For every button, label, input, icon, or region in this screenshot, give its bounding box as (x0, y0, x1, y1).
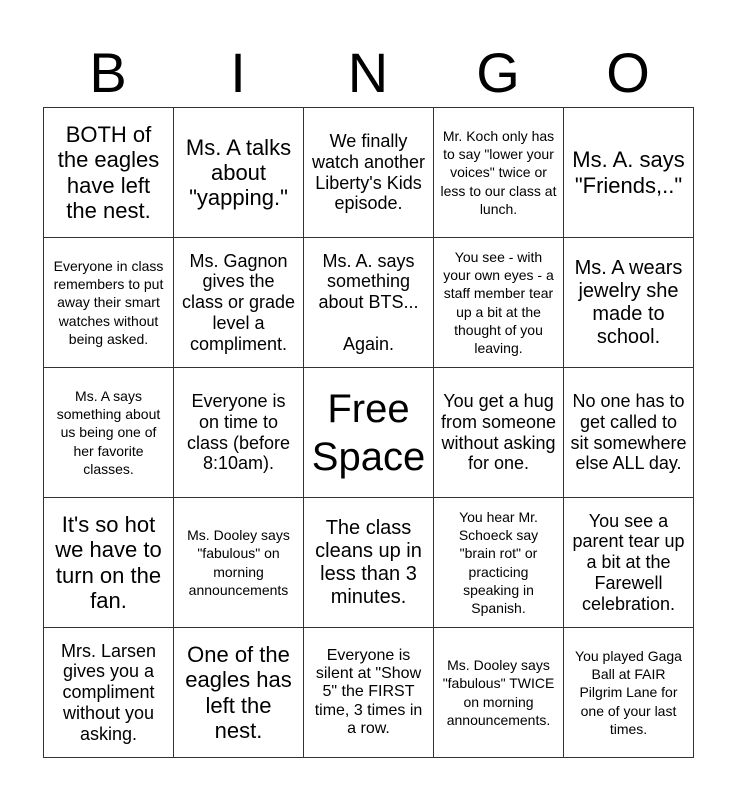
bingo-cell-g2: You see - with your own eyes - a staff member tear up a bit at the thought of you leaving. (434, 238, 564, 368)
bingo-header (43, 38, 693, 108)
header-letter-i: I (230, 41, 246, 104)
bingo-cell-g5: Ms. Dooley says "fabulous" TWICE on morning announcements. (434, 628, 564, 758)
bingo-cell-i5: One of the eagles has left the nest. (174, 628, 304, 758)
bingo-cell-b1: BOTH of the eagles have left the nest. (44, 108, 174, 238)
bingo-cell-n1: We finally watch another Liberty's Kids episode. (304, 108, 434, 238)
header-letter-n: N (347, 41, 389, 104)
header-letter-o: O (606, 41, 650, 104)
free-space-cell: Free Space (304, 368, 434, 498)
bingo-cell-g1: Mr. Koch only has to say "lower your voices" twice or less to our class at lunch. (434, 108, 564, 238)
bingo-cell-g3: You get a hug from someone without asking for one. (434, 368, 564, 498)
bingo-cell-i2: Ms. Gagnon gives the class or grade level a compliment. (174, 238, 304, 368)
bingo-cell-n5: Everyone is silent at "Show 5" the FIRST time, 3 times in a row. (304, 628, 434, 758)
header-letter-b: B (89, 41, 127, 104)
bingo-cell-o2: Ms. A wears jewelry she made to school. (564, 238, 694, 368)
bingo-cell-o3: No one has to get called to sit somewhere else ALL day. (564, 368, 694, 498)
bingo-cell-o5: You played Gaga Ball at FAIR Pilgrim Lane for one of your last times. (564, 628, 694, 758)
bingo-cell-b4: It's so hot we have to turn on the fan. (44, 498, 174, 628)
bingo-cell-n2: Ms. A. says something about BTS... Again. (304, 238, 434, 368)
bingo-cell-b5: Mrs. Larsen gives you a compliment without you asking. (44, 628, 174, 758)
bingo-cell-o4: You see a parent tear up a bit at the Farewell celebration. (564, 498, 694, 628)
bingo-cell-b2: Everyone in class remembers to put away their smart watches without being asked. (44, 238, 174, 368)
bingo-cell-i4: Ms. Dooley says "fabulous" on morning announcements (174, 498, 304, 628)
bingo-cell-i3: Everyone is on time to class (before 8:10am). (174, 368, 304, 498)
bingo-cell-b3: Ms. A says something about us being one of her favorite classes. (44, 368, 174, 498)
header-letter-g: G (476, 41, 520, 104)
bingo-board (43, 107, 694, 758)
bingo-cell-g4: You hear Mr. Schoeck say "brain rot" or practicing speaking in Spanish. (434, 498, 564, 628)
bingo-cell-i1: Ms. A talks about "yapping." (174, 108, 304, 238)
bingo-cell-o1: Ms. A. says "Friends,.." (564, 108, 694, 238)
bingo-cell-n4: The class cleans up in less than 3 minutes. (304, 498, 434, 628)
